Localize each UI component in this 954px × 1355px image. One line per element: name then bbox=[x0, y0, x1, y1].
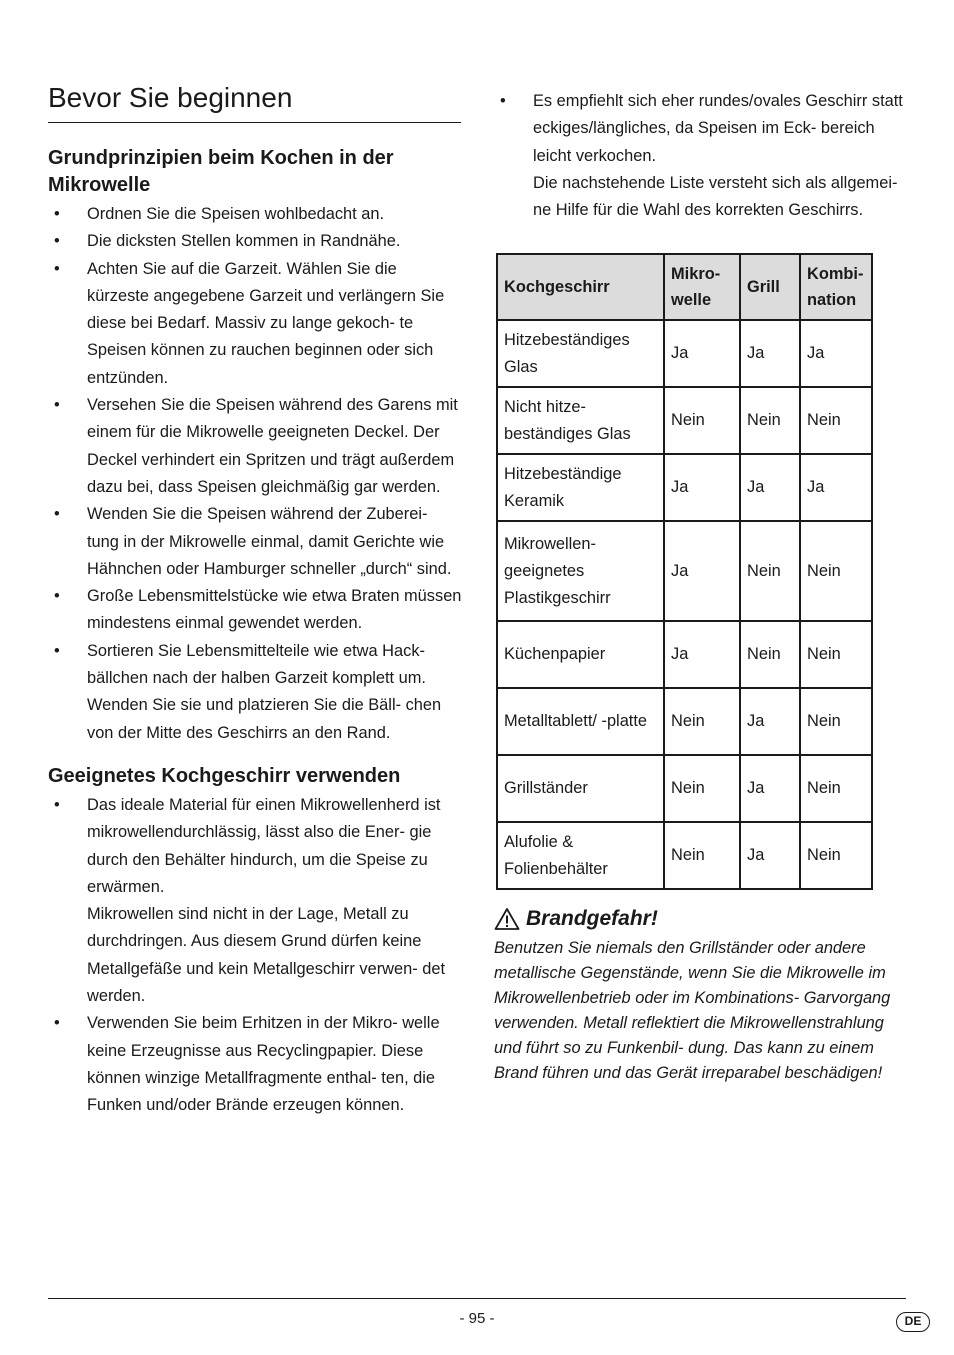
table-cell: Grillständer bbox=[497, 755, 664, 822]
table-cell: Küchenpapier bbox=[497, 621, 664, 688]
bullet-icon: • bbox=[54, 795, 60, 814]
bullet-icon: • bbox=[54, 1014, 60, 1033]
table-cell: Nein bbox=[664, 688, 740, 755]
table-cell: Nein bbox=[800, 688, 872, 755]
table-cell: Ja bbox=[740, 822, 800, 889]
list-item-text: Das ideale Material für einen Mikrowellenherd ist mikrowellendurchlässig, lässt also die Ener- gie durch den Behälter hindurch, um die Speise zu erwärmen. bbox=[87, 795, 441, 896]
bullet-icon: • bbox=[54, 205, 60, 223]
bullet-icon: • bbox=[54, 505, 60, 524]
table-cell: Nein bbox=[800, 387, 872, 454]
table-cell: Ja bbox=[664, 320, 740, 387]
table-cell: Ja bbox=[800, 320, 872, 387]
language-badge: DE bbox=[896, 1312, 930, 1332]
bullet-icon: • bbox=[54, 587, 60, 606]
table-cell: Ja bbox=[664, 621, 740, 688]
list-item-text: Wenden Sie die Speisen während der Zuberei- tung in der Mikrowelle einmal, damit Gerichte wie Hähnchen oder Hamburger schneller „durch“ sind. bbox=[87, 505, 452, 578]
list-item-text: Mikrowellen sind nicht in der Lage, Metall zu durchdringen. Aus diesem Grund dürfen keine Metallgefäße und kein Metallgeschirr verwen- det werden. bbox=[87, 905, 446, 1006]
bullet-icon: • bbox=[54, 232, 60, 251]
bullet-icon: • bbox=[54, 641, 60, 660]
warning-heading bbox=[494, 902, 914, 936]
table-cell: Metalltablett/ -platte bbox=[497, 688, 664, 755]
list-item-text: Die dicksten Stellen kommen in Randnähe. bbox=[87, 232, 401, 251]
fire-warning bbox=[494, 902, 914, 1086]
table-row bbox=[497, 521, 872, 621]
table-cell: Nein bbox=[740, 521, 800, 621]
list-item bbox=[48, 501, 463, 583]
list-item-text: Versehen Sie die Speisen während des Garens mit einem für die Mikrowelle geeigneten Deckel. Der Deckel verhindert ein Spritzen und trägt außerdem dazu bei, dass Speisen gleichmäßig gar werden. bbox=[87, 396, 458, 496]
table-cell: Nein bbox=[664, 755, 740, 822]
left-column bbox=[48, 145, 463, 1120]
right-column bbox=[494, 88, 909, 224]
table-cell: Nein bbox=[664, 387, 740, 454]
table-cell: Nein bbox=[800, 822, 872, 889]
table-cell: Nicht hitze- beständiges Glas bbox=[497, 387, 664, 454]
table-cell: Hitzebeständiges Glas bbox=[497, 320, 664, 387]
table-row bbox=[497, 387, 872, 454]
table-cell: Alufolie & Folienbehälter bbox=[497, 822, 664, 889]
cookware-table bbox=[496, 253, 873, 890]
bullet-icon: • bbox=[500, 92, 506, 110]
table-cell: Nein bbox=[740, 621, 800, 688]
column-header-cookware: Kochgeschirr bbox=[497, 254, 664, 320]
column-header-grill: Grill bbox=[740, 254, 800, 320]
list-item bbox=[494, 88, 909, 224]
table-cell: Nein bbox=[664, 822, 740, 889]
list-item bbox=[48, 1010, 463, 1119]
warning-triangle-icon bbox=[494, 907, 520, 931]
section-heading-cookware: Geeignetes Kochgeschirr verwenden bbox=[48, 764, 401, 787]
cookware-bullet-list bbox=[48, 792, 463, 1120]
table-row bbox=[497, 454, 872, 521]
list-item bbox=[48, 392, 463, 501]
table-row bbox=[497, 621, 872, 688]
table-row bbox=[497, 822, 872, 889]
list-item bbox=[48, 583, 463, 638]
warning-text: Benutzen Sie niemals den Grillständer oder andere metallische Gegenstände, wenn Sie die Mikrowelle im Mikrowellenbetrieb oder im Kombinations- Garvorgang verwenden. Metall reflektiert die Mikrowellenstrahlung und führt so zu Funkenbil- dung. Das kann zu einem Brand führen und das Gerät irreparabel beschädigen! bbox=[494, 939, 891, 1082]
table-row bbox=[497, 755, 872, 822]
table-cell: Ja bbox=[740, 320, 800, 387]
table-cell: Ja bbox=[740, 454, 800, 521]
page-title: Bevor Sie beginnen bbox=[48, 78, 461, 123]
table-cell: Hitzebeständige Keramik bbox=[497, 454, 664, 521]
table-header-row bbox=[497, 254, 872, 320]
table-cell: Mikrowellen- geeignetes Plastikgeschirr bbox=[497, 521, 664, 621]
bullet-icon: • bbox=[54, 259, 60, 278]
footer-divider bbox=[48, 1298, 906, 1299]
column-header-combination: Kombi- nation bbox=[800, 254, 872, 320]
list-item-text: Achten Sie auf die Garzeit. Wählen Sie die kürzeste angegebene Garzeit und verlängern Sie diese bei Bedarf. Massiv zu lange gekoch- te Speisen können zu rauchen beginnen oder sich entzünden. bbox=[87, 259, 445, 387]
table-row bbox=[497, 688, 872, 755]
page-number: - 95 - bbox=[459, 1310, 495, 1327]
section-heading-principles: Grundprinzipien beim Kochen in der Mikrowelle bbox=[48, 147, 394, 196]
warning-title: Brandgefahr! bbox=[526, 907, 658, 930]
list-item-text: Sortieren Sie Lebensmittelteile wie etwa Hack- bällchen nach der halben Garzeit komplett um. Wenden Sie sie und platzieren Sie die Bäll- chen von der Mitte des Geschirrs an den Rand. bbox=[87, 641, 442, 742]
table-cell: Nein bbox=[740, 387, 800, 454]
list-item-text: Ordnen Sie die Speisen wohlbedacht an. bbox=[87, 205, 385, 223]
table-row bbox=[497, 320, 872, 387]
table-cell: Ja bbox=[800, 454, 872, 521]
list-item-text: Verwenden Sie beim Erhitzen in der Mikro- welle keine Erzeugnisse aus Recyclingpapier. Diese können winzige Metallfragmente enthal- ten, die Funken und/oder Brände erzeugen können. bbox=[87, 1014, 440, 1115]
table-cell: Ja bbox=[740, 688, 800, 755]
table-cell: Nein bbox=[800, 755, 872, 822]
table-cell: Ja bbox=[664, 454, 740, 521]
list-item bbox=[48, 256, 463, 392]
list-item-text: Es empfiehlt sich eher rundes/ovales Geschirr statt eckiges/längliches, da Speisen im Eck- bereich leicht verkochen. bbox=[533, 92, 903, 165]
bullet-icon: • bbox=[54, 396, 60, 415]
table-cell: Ja bbox=[664, 521, 740, 621]
list-item-text: Große Lebensmittelstücke wie etwa Braten müssen mindestens einmal gewendet werden. bbox=[87, 587, 462, 633]
list-item bbox=[48, 792, 463, 1010]
list-item bbox=[48, 638, 463, 747]
table-cell: Ja bbox=[740, 755, 800, 822]
shape-bullet-list bbox=[494, 88, 909, 224]
table-cell: Nein bbox=[800, 521, 872, 621]
table-cell: Nein bbox=[800, 621, 872, 688]
principles-bullet-list bbox=[48, 201, 463, 747]
column-header-microwave: Mikro- welle bbox=[664, 254, 740, 320]
list-item bbox=[48, 228, 463, 255]
list-item-text: Die nachstehende Liste versteht sich als allgemei- ne Hilfe für die Wahl des korrekten Geschirrs. bbox=[533, 173, 898, 220]
list-item bbox=[48, 201, 463, 228]
